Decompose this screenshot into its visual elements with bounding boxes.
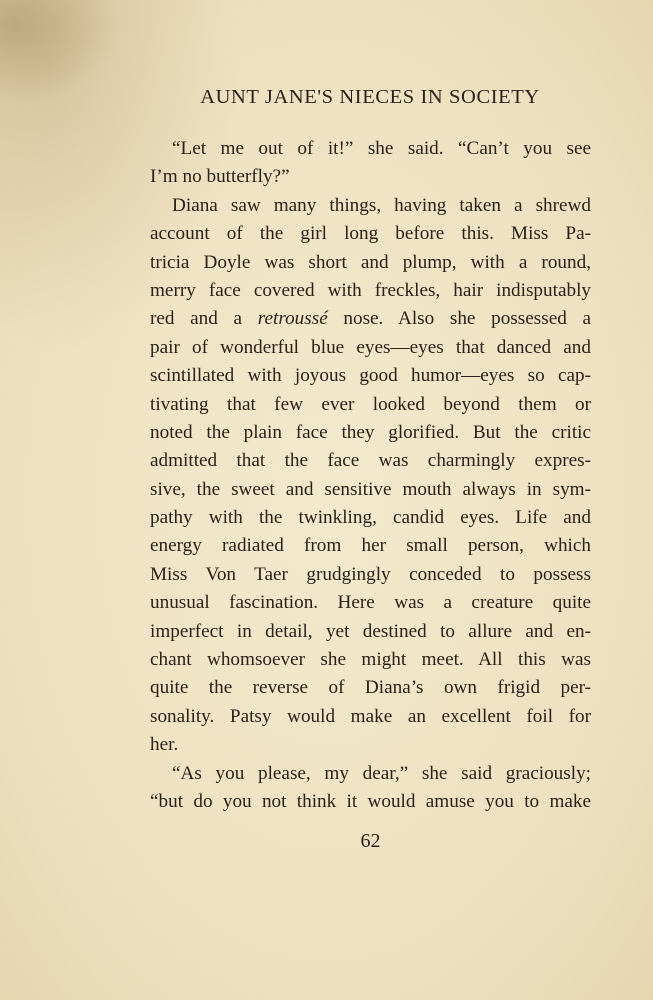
text-line: scintillated with joyous good humor—eyes so cap- bbox=[150, 365, 591, 387]
italic-word: retroussé bbox=[257, 308, 328, 330]
text-line: “As you please, my dear,” she said graciously; bbox=[172, 762, 591, 784]
running-head: AUNT JANE'S NIECES IN SOCIETY bbox=[200, 86, 540, 108]
text-line: admitted that the face was charmingly expres- bbox=[150, 450, 591, 472]
text-line: noted the plain face they glorified. But the critic bbox=[150, 421, 591, 443]
page-number: 62 bbox=[360, 830, 381, 852]
text-line bbox=[150, 305, 591, 333]
text-line: pair of wonderful blue eyes—eyes that danced and bbox=[150, 336, 591, 358]
text-line: unusual fascination. Here was a creature quite bbox=[150, 592, 591, 614]
text-line: chant whomsoever she might meet. All this was bbox=[150, 649, 591, 671]
text-line: imperfect in detail, yet destined to allure and en- bbox=[150, 620, 591, 642]
text-line: energy radiated from her small person, which bbox=[150, 535, 591, 557]
text-line: quite the reverse of Diana’s own frigid per- bbox=[150, 677, 591, 699]
text-line: tivating that few ever looked beyond them or bbox=[150, 393, 591, 415]
text-line: her. bbox=[150, 734, 179, 756]
text-line: merry face covered with freckles, hair indisputably bbox=[150, 279, 591, 301]
text-line: pathy with the twinkling, candid eyes. Life and bbox=[150, 507, 591, 529]
text-line: Diana saw many things, having taken a shrewd bbox=[172, 194, 591, 216]
page-stain bbox=[0, 0, 140, 120]
text-segment: red and a bbox=[150, 308, 258, 330]
text-line: account of the girl long before this. Miss Pa- bbox=[150, 223, 591, 245]
text-line: sive, the sweet and sensitive mouth always in sym- bbox=[150, 478, 591, 500]
text-line: I’m no butterfly?” bbox=[150, 166, 290, 188]
text-line: “Let me out of it!” she said. “Can’t you see bbox=[172, 138, 591, 159]
text-line: “but do you not think it would amuse you to make bbox=[150, 790, 591, 812]
text-line: Miss Von Taer grudgingly conceded to possess bbox=[150, 563, 591, 585]
text-line: sonality. Patsy would make an excellent foil for bbox=[150, 705, 591, 727]
text-segment: nose. Also she possessed a bbox=[327, 308, 591, 330]
body-text bbox=[150, 135, 591, 816]
text-line: tricia Doyle was short and plump, with a round, bbox=[150, 251, 591, 273]
